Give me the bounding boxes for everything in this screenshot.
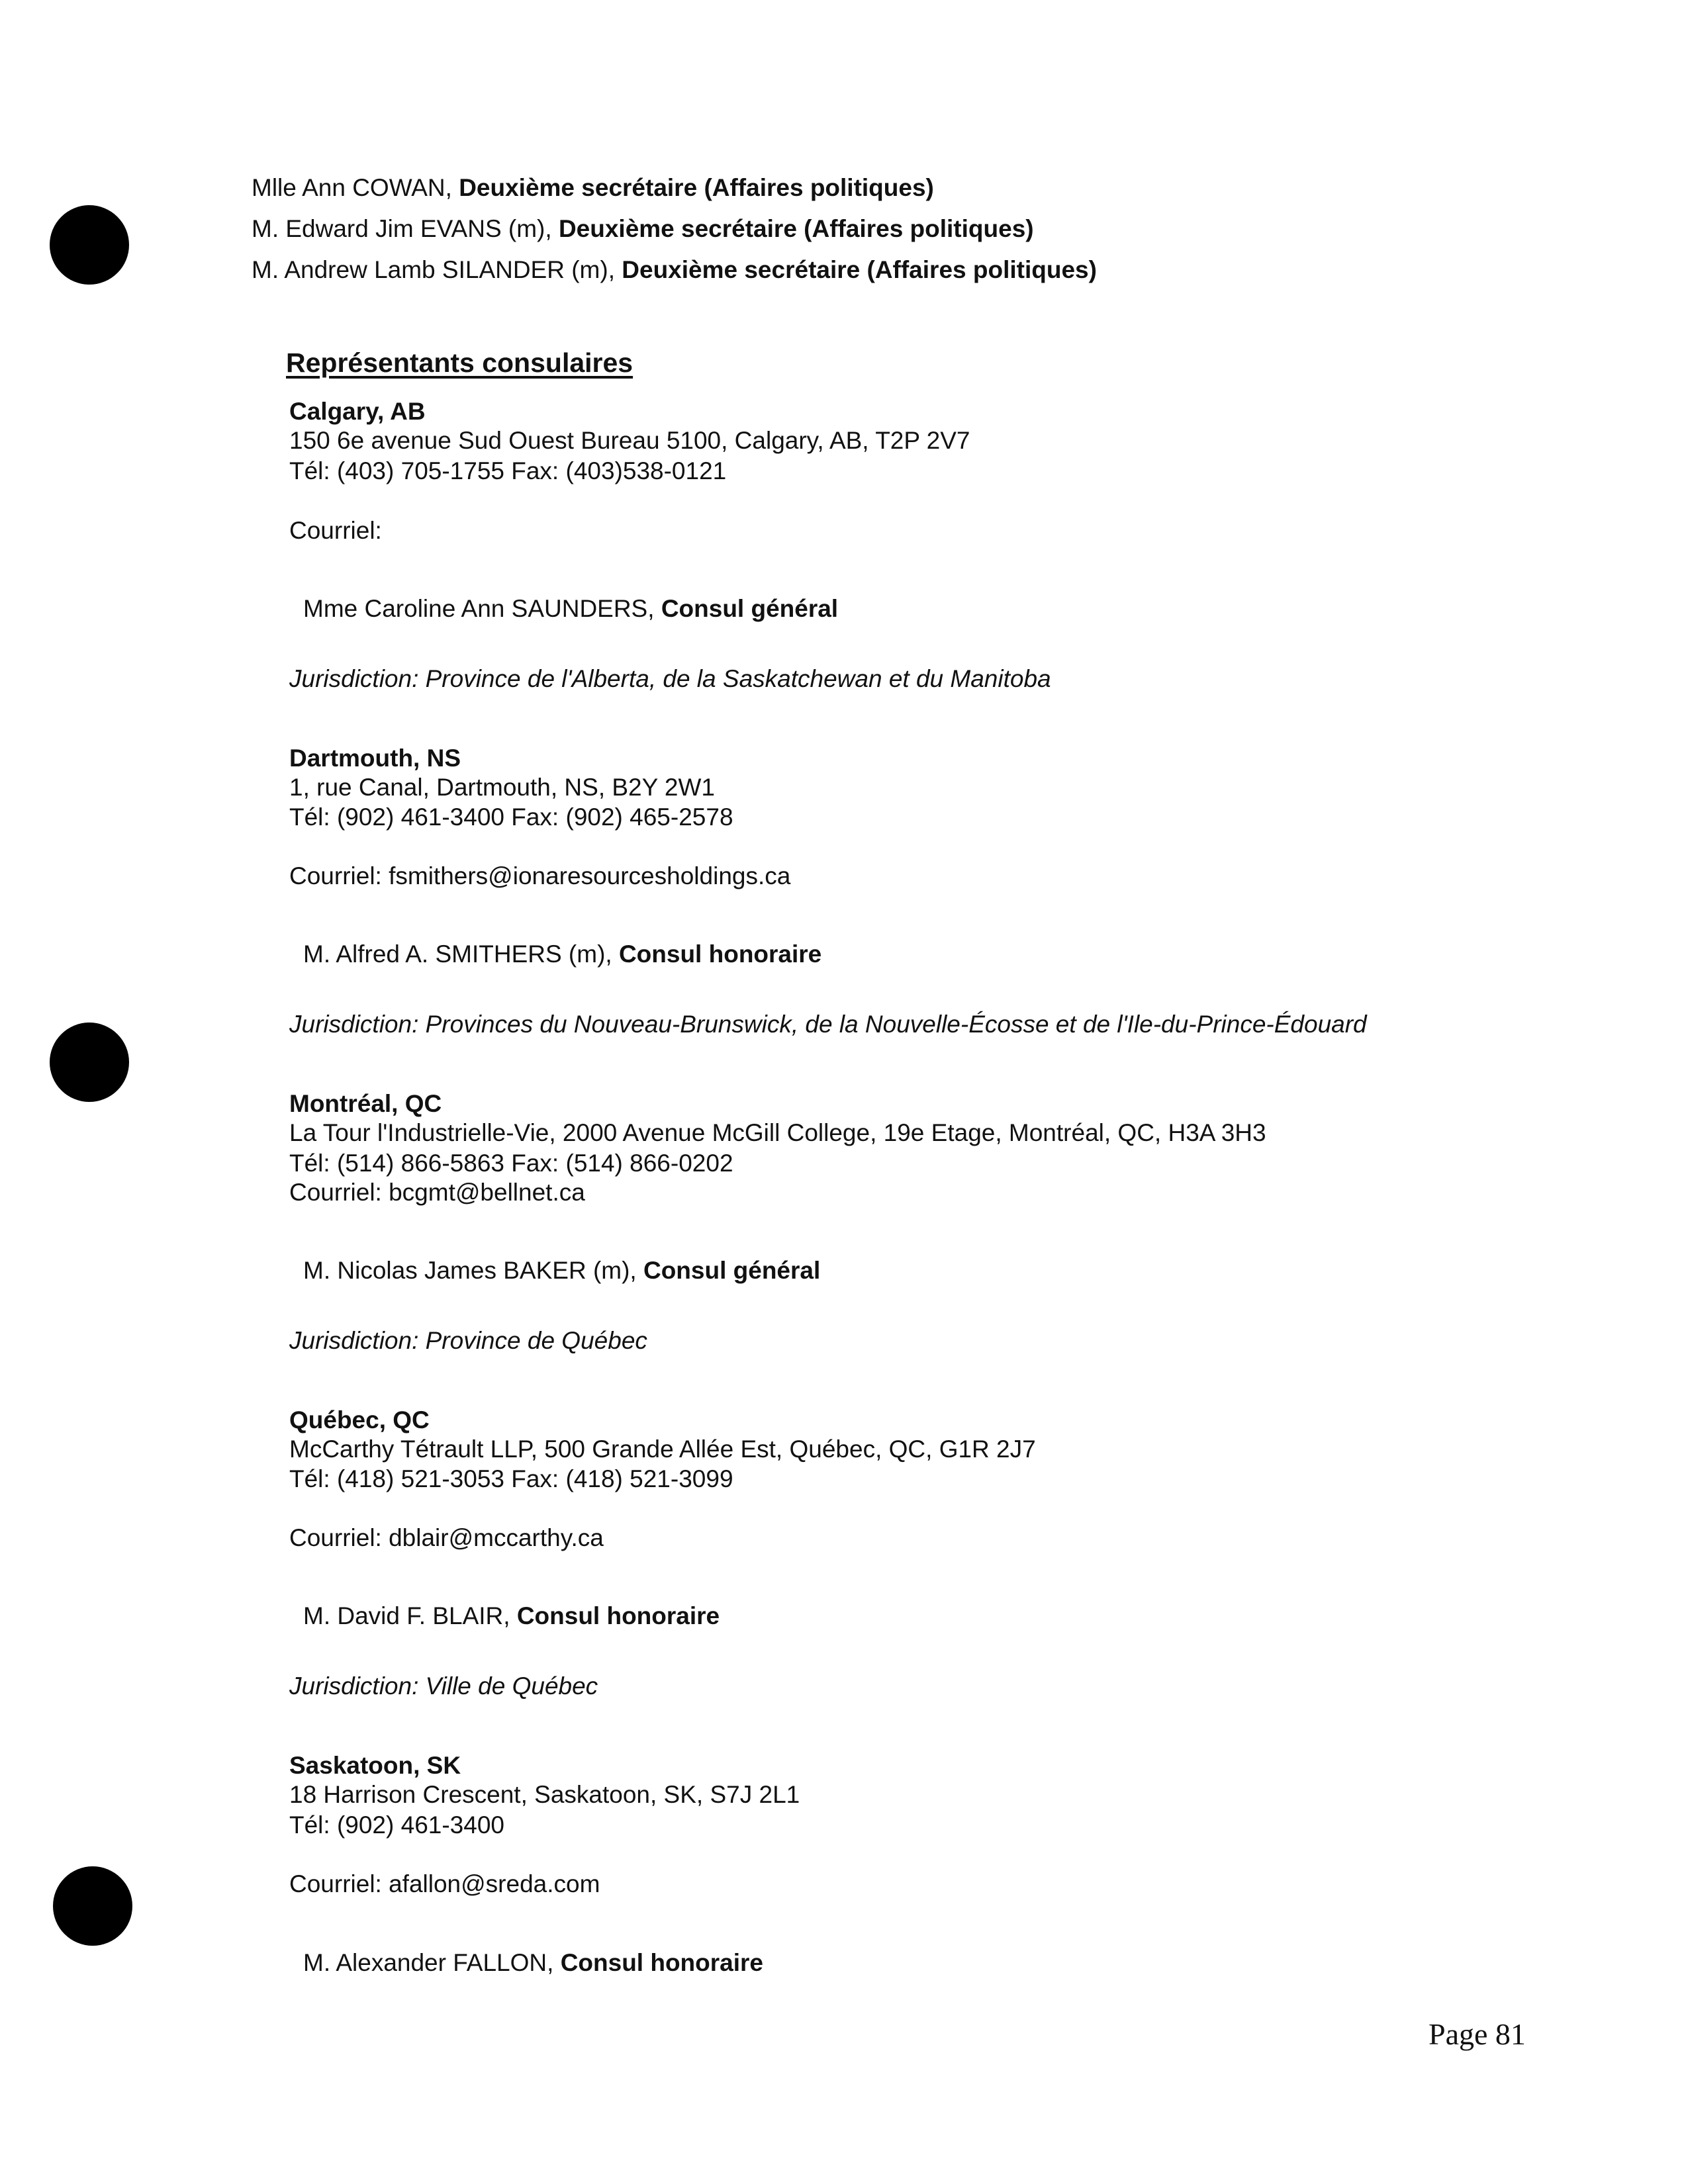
binder-hole-top [50, 205, 129, 285]
consulate-official [303, 1602, 720, 1631]
consulate-phone: Tél: (902) 461-3400 [289, 1811, 504, 1839]
consulate-city: Calgary, AB [289, 398, 426, 425]
official-name: M. Alexander FALLON, [303, 1949, 561, 1976]
consulate-jurisdiction: Jurisdiction: Ville de Québec [289, 1672, 598, 1700]
consulate-phone: Tél: (403) 705-1755 Fax: (403)538-0121 [289, 457, 727, 484]
consulate-address: 1, rue Canal, Dartmouth, NS, B2Y 2W1 [289, 774, 716, 801]
consulate-address: McCarthy Tétrault LLP, 500 Grande Allée Est, Québec, QC, G1R 2J7 [289, 1435, 1036, 1463]
consulate-jurisdiction: Jurisdiction: Province de l'Alberta, de la Saskatchewan et du Manitoba [289, 665, 1051, 692]
consulate-city: Québec, QC [289, 1406, 430, 1433]
consulate-official [303, 1948, 763, 1978]
consulate-city: Dartmouth, NS [289, 745, 461, 772]
staff-name: M. Andrew Lamb SILANDER (m), [252, 256, 622, 283]
staff-row [252, 214, 1034, 244]
consulate-email: Courriel: [289, 517, 382, 544]
binder-hole-bottom [53, 1866, 132, 1946]
consulate-address: 18 Harrison Crescent, Saskatoon, SK, S7J 2L1 [289, 1781, 800, 1808]
official-title: Consul honoraire [560, 1949, 763, 1976]
consulate-phone: Tél: (418) 521-3053 Fax: (418) 521-3099 [289, 1465, 733, 1492]
consulate-official [303, 1256, 820, 1285]
official-name: Mme Caroline Ann SAUNDERS, [303, 595, 661, 622]
section-heading: Représentants consulaires [286, 347, 633, 378]
consulate-city: Saskatoon, SK [289, 1752, 461, 1779]
staff-title: Deuxième secrétaire (Affaires politiques) [459, 174, 934, 201]
official-name: M. Nicolas James BAKER (m), [303, 1257, 643, 1284]
consulate-phone: Tél: (902) 461-3400 Fax: (902) 465-2578 [289, 803, 733, 831]
consulate-email: Courriel: dblair@mccarthy.ca [289, 1524, 604, 1551]
binder-hole-middle [50, 1023, 129, 1102]
official-title: Consul général [661, 595, 839, 622]
staff-row [252, 255, 1097, 285]
official-name: M. Alfred A. SMITHERS (m), [303, 940, 619, 968]
consulate-official [303, 940, 821, 969]
staff-name: Mlle Ann COWAN, [252, 174, 459, 201]
staff-title: Deuxième secrétaire (Affaires politiques) [622, 256, 1097, 283]
consulate-address: La Tour l'Industrielle-Vie, 2000 Avenue McGill College, 19e Etage, Montréal, QC, H3A 3H3 [289, 1119, 1266, 1146]
staff-name: M. Edward Jim EVANS (m), [252, 215, 559, 242]
official-title: Consul honoraire [618, 940, 822, 968]
consulate-jurisdiction: Jurisdiction: Provinces du Nouveau-Brunswick, de la Nouvelle-Écosse et de l'Ile-du-Prince-Édouard [289, 1011, 1367, 1038]
official-title: Consul honoraire [516, 1602, 720, 1629]
consulate-email: Courriel: fsmithers@ionaresourcesholdings.ca [289, 862, 791, 889]
page-number: Page 81 [1429, 2017, 1526, 2051]
consulate-official [303, 594, 838, 623]
staff-title: Deuxième secrétaire (Affaires politiques) [558, 215, 1034, 242]
consulate-email: Courriel: bcgmt@bellnet.ca [289, 1179, 585, 1206]
consulate-phone: Tél: (514) 866-5863 Fax: (514) 866-0202 [289, 1150, 733, 1177]
consulate-jurisdiction: Jurisdiction: Province de Québec [289, 1327, 647, 1354]
official-title: Consul général [643, 1257, 821, 1284]
staff-row [252, 173, 934, 203]
consulate-address: 150 6e avenue Sud Ouest Bureau 5100, Calgary, AB, T2P 2V7 [289, 427, 970, 454]
consulate-email: Courriel: afallon@sreda.com [289, 1870, 600, 1897]
official-name: M. David F. BLAIR, [303, 1602, 517, 1629]
consulate-city: Montréal, QC [289, 1090, 442, 1117]
